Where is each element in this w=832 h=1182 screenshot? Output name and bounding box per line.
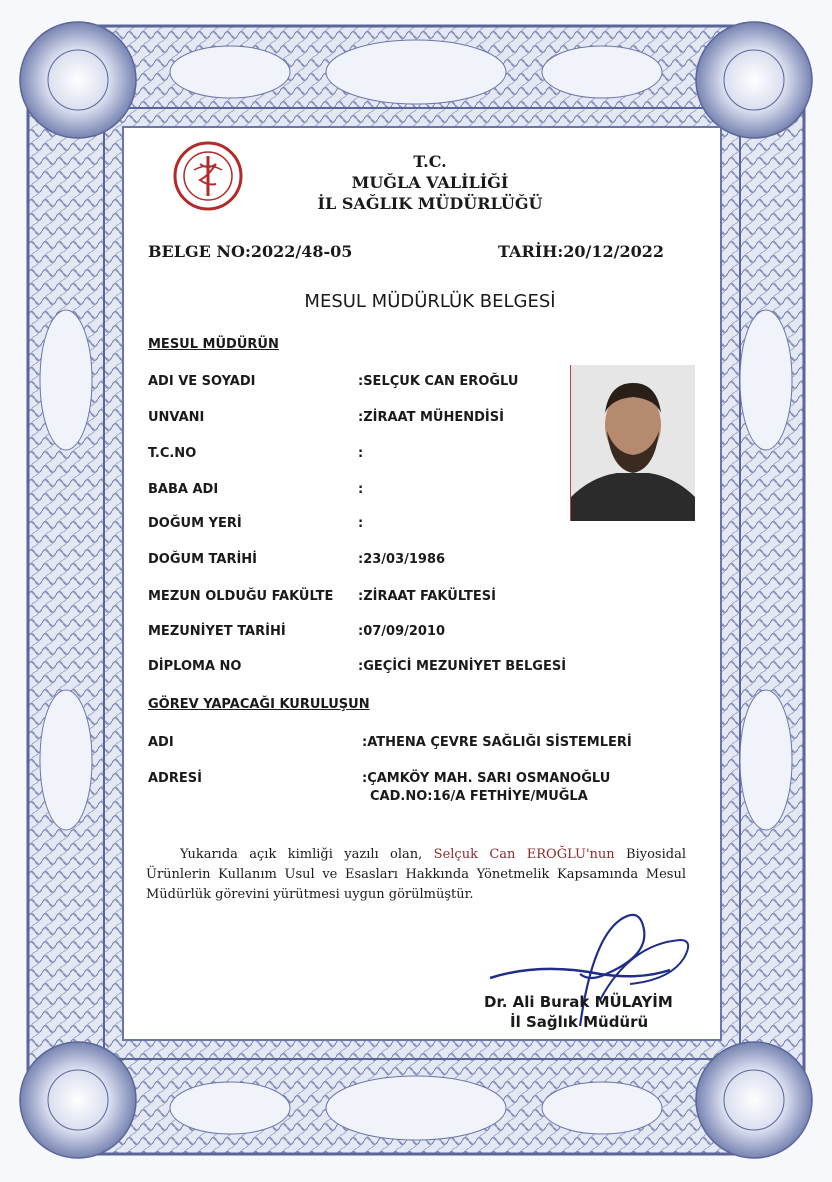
belge-no: BELGE NO:2022/48-05	[148, 242, 353, 261]
document-title: MESUL MÜDÜRLÜK BELGESİ	[304, 291, 556, 312]
label-fakulte: MEZUN OLDUĞU FAKÜLTE	[148, 589, 334, 604]
tarih: TARİH:20/12/2022	[498, 242, 664, 261]
value-unvani: :ZİRAAT MÜHENDİSİ	[358, 410, 504, 425]
label-kurulus-adi: ADI	[148, 735, 174, 750]
label-adresi: ADRESİ	[148, 771, 202, 786]
applicant-photo	[570, 365, 695, 521]
label-mezuniyet-tarihi: MEZUNİYET TARİHİ	[148, 624, 286, 639]
paragraph-after: Biyosidal Ürünlerin Kullanım Usul ve Esasları Hakkında Yönetmelik Kapsamında Mesul Müdürlük görevini yürütmesi uygun görülmüştür.	[146, 847, 686, 902]
value-kurulus-adi: :ATHENA ÇEVRE SAĞLIĞI SİSTEMLERİ	[362, 735, 632, 750]
signatory-name: Dr. Ali Burak MÜLAYİM	[484, 993, 673, 1011]
header-valilik: MUĞLA VALİLİĞİ	[351, 173, 509, 192]
label-tc-no: T.C.NO	[148, 446, 197, 461]
approval-paragraph	[146, 845, 686, 905]
label-dogum-tarihi: DOĞUM TARİHİ	[148, 552, 258, 567]
label-adi-soyadi: ADI VE SOYADI	[148, 374, 256, 389]
value-dogum-yeri: :	[358, 516, 364, 531]
person-silhouette-icon	[571, 365, 695, 521]
value-dogum-tarihi: :23/03/1986	[358, 552, 446, 567]
header-mudurluk: İL SAĞLIK MÜDÜRLÜĞÜ	[317, 194, 543, 213]
paragraph-before: Yukarıda açık kimliği yazılı olan,	[180, 847, 434, 862]
value-baba-adi: :	[358, 482, 364, 497]
value-adres-line2: CAD.NO:16/A FETHİYE/MUĞLA	[370, 789, 588, 804]
label-baba-adi: BABA ADI	[148, 482, 219, 497]
header-tc: T.C.	[413, 152, 447, 171]
value-adi-soyadi: :SELÇUK CAN EROĞLU	[358, 374, 519, 389]
value-adres-line1: :ÇAMKÖY MAH. SARI OSMANOĞLU	[362, 771, 611, 786]
value-diploma-no: :GEÇİCİ MEZUNİYET BELGESİ	[358, 659, 567, 674]
label-dogum-yeri: DOĞUM YERİ	[148, 516, 242, 531]
value-tc-no: :	[358, 446, 364, 461]
section-kurulus: GÖREV YAPACAĞI KURULUŞUN	[148, 697, 370, 712]
section-mesul-mudur: MESUL MÜDÜRÜN	[148, 337, 279, 352]
value-fakulte: :ZİRAAT FAKÜLTESİ	[358, 589, 496, 604]
paragraph-name: Selçuk Can EROĞLU'nun	[433, 847, 615, 862]
label-diploma-no: DİPLOMA NO	[148, 659, 242, 674]
signatory-title: İl Sağlık Müdürü	[510, 1013, 649, 1031]
value-mezuniyet-tarihi: :07/09/2010	[358, 624, 446, 639]
label-unvani: UNVANI	[148, 410, 205, 425]
